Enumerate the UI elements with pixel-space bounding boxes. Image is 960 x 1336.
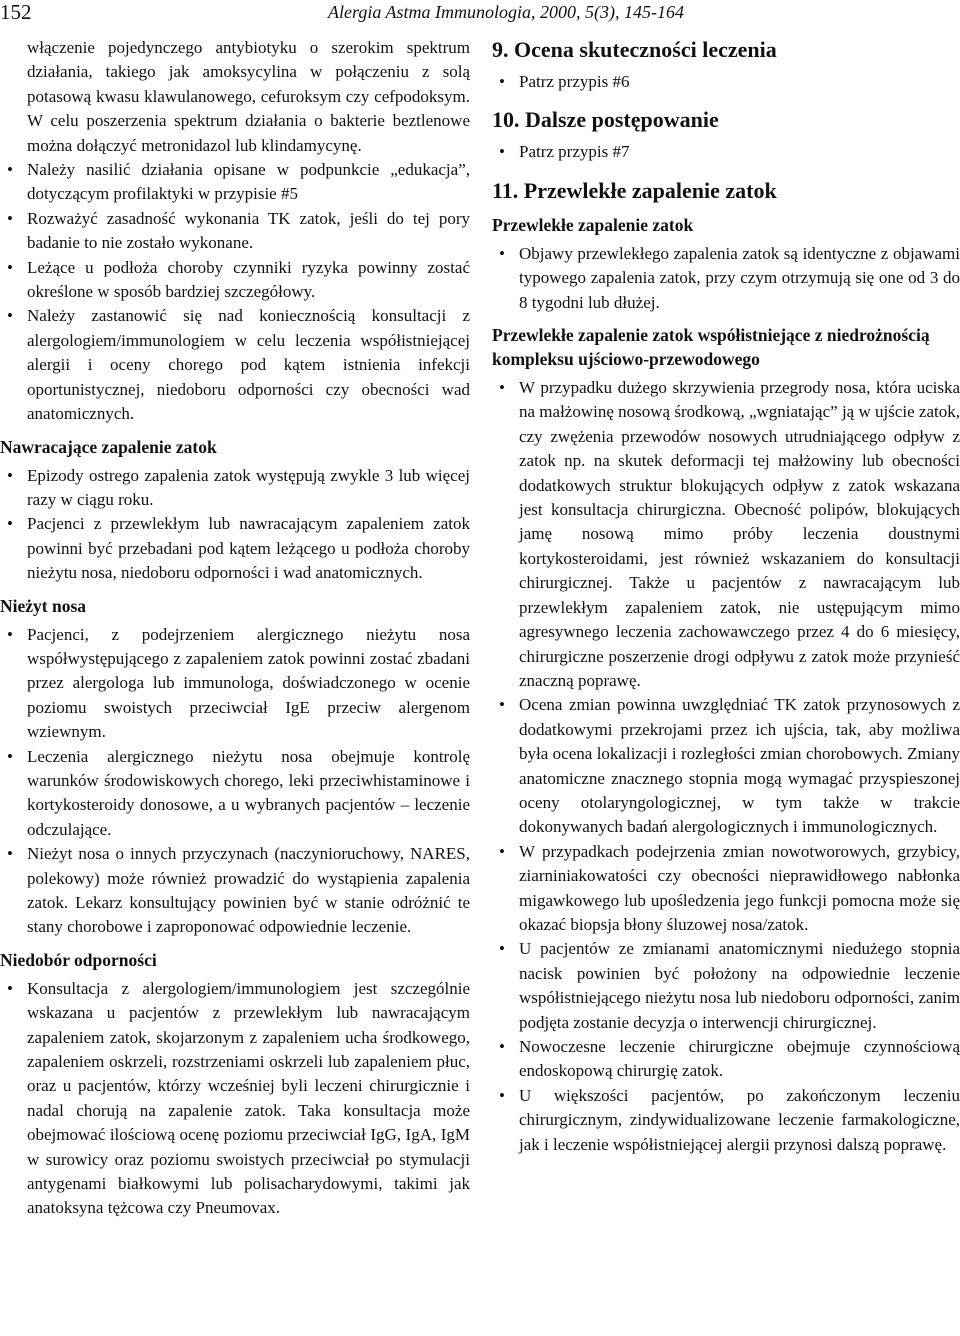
list-item: • Należy zastanowić się nad koniecznością konsultacji z alergologiem/immunologiem w celu leczenia współistniejącej alergii i oceny chorego pod kątem istnienia infekcji oportunistycznej, niedoboru odporności czy obecności wad anatomicznych.	[0, 304, 470, 426]
section-heading-11: 11. Przewlekłe zapalenie zatok	[492, 177, 777, 203]
bullet-list-sec10	[492, 140, 960, 164]
right-column	[492, 36, 960, 1157]
list-item: • Leżące u podłoża choroby czynniki ryzyka powinny zostać określone w sposób bardziej szczegółowy.	[0, 256, 470, 305]
journal-citation: Alergia Astma Immunologia, 2000, 5(3), 145-164	[328, 2, 684, 22]
section-heading-10: 10. Dalsze postępowanie	[492, 107, 719, 133]
bullet-list-obstruction	[492, 376, 960, 1157]
bullet-list-rhinitis	[0, 623, 470, 940]
continued-paragraph: włączenie pojedynczego antybiotyku o szerokim spektrum działania, takiego jak amoksycylina w połączeniu z solą potasową kwasu klawulanowego, cefuroksym czy cefpodoksym. W celu poszerzenia spektrum działania o bakterie beztlenowe można dołączyć metronidazol lub klindamycynę.	[27, 38, 470, 155]
page-number: 152	[0, 0, 32, 24]
bullet-list-chronic	[492, 242, 960, 315]
list-item: • U pacjentów ze zmianami anatomicznymi niedużego stopnia nacisk powinien być położony na odpowiednie leczenie współistniejącego nieżytu nosa lub niedoboru odporności, zanim podjęta zostanie decyzja o interwencji chirurgicznej.	[492, 937, 960, 1035]
heading-chronic-sinusitis: Przewlekłe zapalenie zatok	[492, 214, 694, 235]
list-item: • Należy nasilić działania opisane w podpunkcie „edukacja”, dotyczącym profilaktyki w przypisie #5	[0, 158, 470, 207]
list-item: • U większości pacjentów, po zakończonym leczeniu chirurgicznym, zindywidualizowane leczenie farmakologiczne, jak i leczenie współistniejącej alergii przynosi dalszą poprawę.	[492, 1084, 960, 1157]
list-item: • W przypadku dużego skrzywienia przegrody nosa, która uciska na małżowinę nosową środkową, „wgniatając” ją w ujście zatok, czy zwężenia przewodów nosowych utrudniającego odpływ z zatok np. na skutek deformacji tej małżowiny lub obecności dodatkowych struktur blokujących odpływ z zatok wskazana jest konsultacja chirurgiczna. Obecność polipów, blokujących jamę nosową mimo próby leczenia doustnymi kortykosteroidami, jest również wskazaniem do konsultacji chirurgicznej. Także u pacjentów z nawracającym lub przewlekłym zapaleniem zatok, nie ustępującym mimo agresywnego leczenia zachowawczego przez 4 do 6 miesięcy, chirurgiczne poszerzenie drogi odpływu z zatok może przynieść znaczną poprawę.	[492, 376, 960, 693]
heading-rhinitis: Nieżyt nosa	[0, 595, 87, 616]
list-item: • Objawy przewlekłego zapalenia zatok są identyczne z objawami typowego zapalenia zatok, przy czym otrzymują się one od 3 do 8 tygodni lub dłużej.	[492, 242, 960, 315]
list-item: • Nowoczesne leczenie chirurgiczne obejmuje czynnościową endoskopową chirurgię zatok.	[492, 1035, 960, 1084]
list-item: • Nieżyt nosa o innych przyczynach (naczynioruchowy, NARES, polekowy) może również prowadzić do wystąpienia zapalenia zatok. Lekarz konsultujący powinien być w stanie odróżnić te stany chorobowe i zaproponować odpowiednie leczenie.	[0, 842, 470, 940]
list-item: • Epizody ostrego zapalenia zatok występują zwykle 3 lub więcej razy w ciągu roku.	[0, 464, 470, 513]
list-item: • Patrz przypis #6	[492, 70, 960, 94]
bullet-list-escalation	[0, 158, 470, 426]
section-heading-9: 9. Ocena skuteczności leczenia	[492, 37, 777, 62]
left-column	[0, 36, 470, 1221]
heading-immunodeficiency: Niedobór odporności	[0, 949, 157, 970]
bullet-list-recurrent	[0, 464, 470, 586]
bullet-list-immunodeficiency	[0, 977, 470, 1221]
list-item: • Ocena zmian powinna uwzględniać TK zatok przynosowych z dodatkowymi przekrojami przez ich ujścia, tak, aby możliwa była ocena lokalizacji i rozległości zmian chorobowych. Zmiany anatomiczne znacznego stopnia mogą wymagać przyspieszonej oceny otolaryngologicznej, w tym także w trakcie dokonywanych badań alergologicznych i immunologicznych.	[492, 693, 960, 839]
list-item: • W przypadkach podejrzenia zmian nowotworowych, grzybicy, ziarniniakowatości czy obecności nieprawidłowego nabłonka migawkowego lub upośledzenia jego funkcji pomocna może się okazać biopsja błony śluzowej nosa/zatok.	[492, 840, 960, 938]
list-item: • Leczenia alergicznego nieżytu nosa obejmuje kontrolę warunków środowiskowych chorego, leki przeciwhistaminowe i kortykosteroidy donosowe, a u wybranych pacjentów – leczenie odczulające.	[0, 745, 470, 843]
list-item: • Pacjenci z przewlekłym lub nawracającym zapaleniem zatok powinni być przebadani pod kątem leżącego u podłoża choroby nieżytu nosa, niedoboru odporności i wad anatomicznych.	[0, 512, 470, 585]
bullet-list-sec9	[492, 70, 960, 94]
list-item: • Konsultacja z alergologiem/immunologiem jest szczególnie wskazana u pacjentów z przewlekłym lub nawracającym zapaleniem zatok, skojarzonym z zapaleniem ucha środkowego, zapaleniem oskrzeli, rozstrzeniami oskrzeli lub zapaleniem płuc, oraz u pacjentów, którzy wcześniej byli leczeni chirurgicznie i nadal chorują na zapalenie zatok. Taka konsultacja może obejmować ilościową ocenę poziomu przeciwciał IgG, IgA, IgM w surowicy oraz poziomu swoistych przeciwciał po stymulacji antygenami białkowymi lub polisacharydowymi, takimi jak anatoksyna tężcowa czy Pneumovax.	[0, 977, 470, 1221]
page-header	[0, 0, 700, 26]
heading-chronic-obstruction: Przewlekłe zapalenie zatok współistniejące z niedrożnością kompleksu ujściowo-przewodowego	[492, 325, 930, 370]
list-item: • Patrz przypis #7	[492, 140, 960, 164]
heading-recurrent-sinusitis: Nawracające zapalenie zatok	[0, 436, 217, 457]
list-item: • Pacjenci, z podejrzeniem alergicznego nieżytu nosa współwystępującego z zapaleniem zatok powinni zostać zbadani przez alergologa lub immunologa, doświadczonego w ocenie poziomu swoistych przeciwciał IgE przeciw alergenom wziewnym.	[0, 623, 470, 745]
list-item: • Rozważyć zasadność wykonania TK zatok, jeśli do tej pory badanie to nie zostało wykonane.	[0, 207, 470, 256]
